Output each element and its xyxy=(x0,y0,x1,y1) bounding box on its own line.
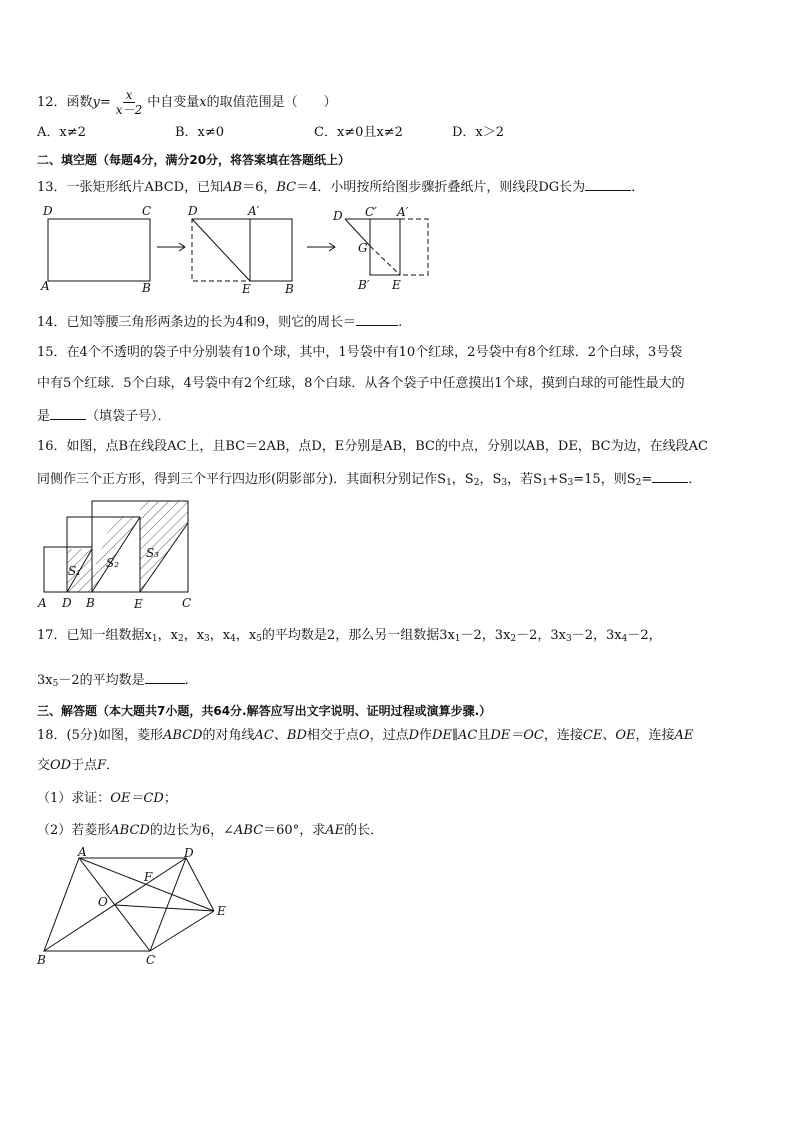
label-b: B xyxy=(142,281,151,295)
label-c: C xyxy=(142,204,152,218)
label-b-prime: B′ xyxy=(358,278,370,292)
label-b: B xyxy=(37,953,46,967)
label-e: E xyxy=(217,904,226,918)
label-d: D xyxy=(184,846,194,860)
label-d3: D xyxy=(333,209,343,223)
q16-squares-diagram xyxy=(36,495,206,613)
q13-fold-diagram xyxy=(36,200,436,296)
label-d: D xyxy=(62,596,72,610)
q13-step2-outline xyxy=(192,219,292,281)
q18-part2: （2）若菱形ABCD的边长为6，∠ABC＝60°，求AE的长． xyxy=(37,823,384,838)
q12-option-d: D．x＞2 xyxy=(452,125,505,140)
section-heading-solve: 三、解答题（本大题共7小题，共64分.解答应写出文字说明、证明过程或演算步骤.） xyxy=(37,704,492,718)
label-b2: B xyxy=(285,282,294,296)
label-c: C xyxy=(182,596,192,610)
label-o: O xyxy=(98,895,108,909)
answer-blank xyxy=(145,670,185,684)
answer-blank xyxy=(652,469,688,483)
label-e2: E xyxy=(392,278,401,292)
q16-line2: 同侧作三个正方形，得到三个平行四边形(阴影部分)．其面积分别记作$S_1$，$S_2$，$S_3$，若$S_1+S_3=15$，则$S_2=$ ． xyxy=(37,469,764,492)
label-a: A xyxy=(38,596,47,610)
q13-rect-abcd xyxy=(48,219,150,281)
label-a-prime: A′ xyxy=(248,204,260,218)
q18-line1: 18．(5分)如图，菱形ABCD的对角线AC、BD相交于点O，过点D作DE∥AC且DE＝OC，连接CE、OE，连接AE xyxy=(37,728,694,743)
q17-line2: $3x_5-2$的平均数是 . xyxy=(37,670,764,693)
label-s3: S₃ xyxy=(146,546,160,560)
label-s1: S₁ xyxy=(68,564,82,578)
q15-line2: 中有5个红球．5个白球，4号袋中有2个红球，8个白球．从各个袋子中任意摸出1个球，摸到白球的可能性最大的 xyxy=(37,376,685,391)
q12-option-b: B．x≠0 xyxy=(175,125,225,140)
answer-blank xyxy=(585,177,631,191)
label-c-prime: C′ xyxy=(365,205,377,219)
q15-line1: 15．在4个不透明的袋子中分别装有10个球，其中，1号袋中有10个红球，2号袋中有8个红球．2个白球，3号袋 xyxy=(37,345,683,360)
q12-option-a: A．x≠2 xyxy=(37,125,86,140)
label-s2: S₂ xyxy=(106,556,120,570)
label-a: A xyxy=(41,279,50,293)
label-c: C xyxy=(146,953,156,967)
label-g: G xyxy=(358,241,368,255)
q18-line2: 交OD于点F． xyxy=(37,758,120,773)
label-e: E xyxy=(134,597,143,611)
label-f: F xyxy=(144,870,153,884)
label-a-prime2: A′ xyxy=(397,205,409,219)
q13-stem: 13．一张矩形纸片ABCD，已知AB＝6，BC＝4．小明按所给图步骤折叠纸片，则线段DG长为 ． xyxy=(37,177,764,197)
q12-option-c: C．x≠0且x≠2 xyxy=(314,125,403,140)
q18-rhombus-diagram xyxy=(34,845,234,968)
label-d2: D xyxy=(188,204,198,218)
q12-options xyxy=(37,124,764,142)
section-heading-fill-blank: 二、填空题（每题4分，满分20分，将答案填在答题纸上） xyxy=(37,153,351,167)
q17-line1: 17．已知一组数据$x_1$，$x_2$，$x_3$，$x_4$，$x_5$的平均数是2，那么另一组数据$3x_1-2$，$3x_2-2$，$3x_3-2$，$3x_4-2$， xyxy=(37,628,662,644)
label-e: E xyxy=(242,282,251,296)
label-a: A xyxy=(78,845,87,859)
q15-line3: 是 （填袋子号）． xyxy=(37,406,764,426)
label-d: D xyxy=(43,204,53,218)
q12-stem: 12．函数y= $\frac{x}{x-2}$ 中自变量x的取值范围是（ ） xyxy=(37,88,337,117)
q18-part1: （1）求证：OE＝CD； xyxy=(37,791,177,806)
answer-blank xyxy=(356,312,398,326)
q16-line1: 16．如图，点B在线段AC上，且BC＝2AB，点D，E分别是AB，BC的中点，分别以AB，DE，BC为边，在线段AC xyxy=(37,439,708,454)
q14-stem: 14．已知等腰三角形两条边的长为4和9，则它的周长＝ . xyxy=(37,312,764,332)
q13-step3-rect xyxy=(370,219,400,275)
label-b: B xyxy=(86,596,95,610)
q12-fraction: $\frac{x}{x-2}$ xyxy=(115,88,143,117)
answer-blank xyxy=(50,406,86,420)
